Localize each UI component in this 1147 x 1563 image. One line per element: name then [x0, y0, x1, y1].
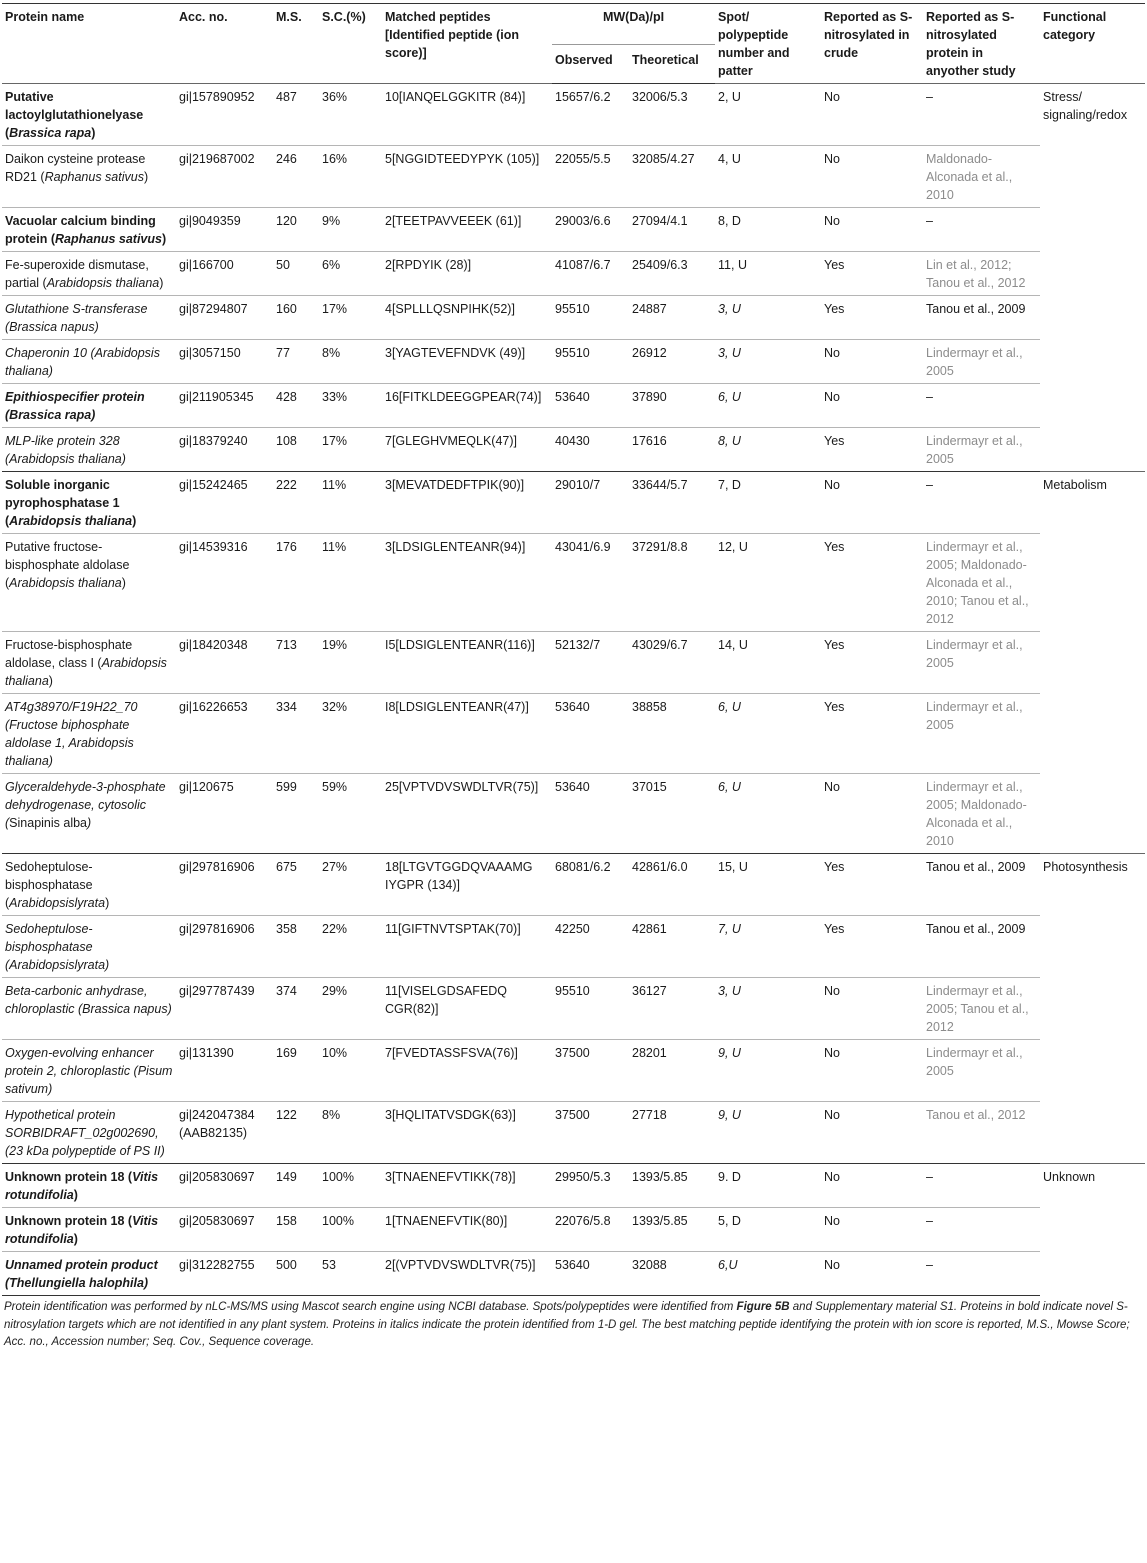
- theoretical-mw-cell: 32085/4.27: [629, 146, 715, 208]
- mowse-score-cell: 358: [273, 916, 319, 978]
- other-study-cell: –: [923, 384, 1040, 428]
- mowse-score-cell: 169: [273, 1040, 319, 1102]
- observed-mw-cell: 40430: [552, 428, 629, 472]
- protein-name: Epithiospecifier protein (Brassica rapa): [5, 390, 145, 422]
- other-study-cell: Lindermayr et al., 2005: [923, 1040, 1040, 1102]
- accession-cell: gi|14539316: [176, 534, 273, 632]
- theoretical-mw-cell: 17616: [629, 428, 715, 472]
- footnote-figure-ref: Figure 5B: [736, 1301, 790, 1313]
- crude-cell: No: [821, 472, 923, 534]
- theoretical-mw-cell: 1393/5.85: [629, 1164, 715, 1208]
- species-name: Arabidopsis thaliana: [9, 576, 122, 590]
- theoretical-mw-cell: 43029/6.7: [629, 632, 715, 694]
- protein-name-tail: ): [73, 1188, 78, 1202]
- footnote-text-1: Protein identification was performed by nLC-MS/MS using Mascot search engine using NCBI database. Spots/polypeptides were identified from: [4, 1301, 737, 1313]
- protein-name-cell: [2, 296, 176, 340]
- theoretical-mw-cell: 42861: [629, 916, 715, 978]
- protein-name: Fructose-bisphosphate aldolase, class I (: [5, 638, 133, 670]
- protein-table: [2, 3, 1145, 1296]
- protein-name-tail: ): [105, 896, 110, 910]
- theoretical-mw-cell: 37291/8.8: [629, 534, 715, 632]
- protein-name-cell: [2, 472, 176, 534]
- protein-name: Daikon cysteine protease RD21 (: [5, 152, 146, 184]
- accession-cell: gi|297816906: [176, 854, 273, 916]
- spot-cell: 12, U: [715, 534, 821, 632]
- mowse-score-cell: 487: [273, 84, 319, 146]
- accession-cell: gi|205830697: [176, 1164, 273, 1208]
- observed-mw-cell: 43041/6.9: [552, 534, 629, 632]
- other-study-cell: Lindermayr et al., 2005: [923, 340, 1040, 384]
- coverage-cell: 6%: [319, 252, 382, 296]
- observed-mw-cell: 53640: [552, 1252, 629, 1296]
- coverage-cell: 16%: [319, 146, 382, 208]
- observed-mw-cell: 42250: [552, 916, 629, 978]
- coverage-cell: 29%: [319, 978, 382, 1040]
- species-name: Vitis rotundifolia: [5, 1170, 159, 1202]
- other-study-cell: Tanou et al., 2009: [923, 296, 1040, 340]
- table-row: [2, 774, 1145, 854]
- header-theoretical: Theoretical: [629, 44, 715, 83]
- accession-cell: gi|15242465: [176, 472, 273, 534]
- header-mw-pi: MW(Da)/pI: [552, 4, 715, 45]
- header-functional-category: Functional category: [1040, 4, 1145, 84]
- table-row: [2, 1208, 1145, 1252]
- spot-cell: 7, U: [715, 916, 821, 978]
- mowse-score-cell: 77: [273, 340, 319, 384]
- other-study-cell: –: [923, 1164, 1040, 1208]
- protein-name: Oxygen-evolving enhancer protein 2, chloroplastic (Pisum sativum): [5, 1046, 173, 1096]
- observed-mw-cell: 68081/6.2: [552, 854, 629, 916]
- crude-cell: No: [821, 340, 923, 384]
- coverage-cell: 59%: [319, 774, 382, 854]
- species-name: Arabidopsis thaliana: [9, 514, 133, 528]
- accession-cell: gi|211905345: [176, 384, 273, 428]
- protein-name-cell: [2, 252, 176, 296]
- spot-cell: 8, U: [715, 428, 821, 472]
- protein-name: Vacuolar calcium binding protein (: [5, 214, 156, 246]
- coverage-cell: 32%: [319, 694, 382, 774]
- matched-peptides-cell: 3[TNAENEFVTIKK(78)]: [382, 1164, 552, 1208]
- crude-cell: No: [821, 1208, 923, 1252]
- crude-cell: Yes: [821, 694, 923, 774]
- protein-name-cell: [2, 1164, 176, 1208]
- protein-name-tail: ): [91, 126, 96, 140]
- other-study-cell: –: [923, 1252, 1040, 1296]
- other-study-cell: Tanou et al., 2009: [923, 854, 1040, 916]
- accession-cell: gi|120675: [176, 774, 273, 854]
- protein-name: Unnamed protein product (Thellungiella halophila): [5, 1258, 158, 1290]
- mowse-score-cell: 149: [273, 1164, 319, 1208]
- crude-cell: Yes: [821, 854, 923, 916]
- protein-name-cell: [2, 84, 176, 146]
- coverage-cell: 17%: [319, 428, 382, 472]
- mowse-score-cell: 334: [273, 694, 319, 774]
- protein-name: AT4g38970/F19H22_70 (Fructose biphosphate aldolase 1, Arabidopsis thaliana): [5, 700, 138, 768]
- protein-name-cell: [2, 146, 176, 208]
- other-study-cell: –: [923, 208, 1040, 252]
- protein-name-cell: [2, 978, 176, 1040]
- spot-cell: 9, U: [715, 1040, 821, 1102]
- protein-name: Unknown protein 18 (: [5, 1214, 133, 1228]
- theoretical-mw-cell: 32088: [629, 1252, 715, 1296]
- protein-name: MLP-like protein 328 (Arabidopsis thaliana): [5, 434, 126, 466]
- other-study-cell: Lindermayr et al., 2005; Maldonado-Alconada et al., 2010; Tanou et al., 2012: [923, 534, 1040, 632]
- mowse-score-cell: 222: [273, 472, 319, 534]
- observed-mw-cell: 53640: [552, 694, 629, 774]
- coverage-cell: 9%: [319, 208, 382, 252]
- species-name: Vitis rotundifolia: [5, 1214, 159, 1246]
- crude-cell: No: [821, 208, 923, 252]
- mowse-score-cell: 108: [273, 428, 319, 472]
- mowse-score-cell: 246: [273, 146, 319, 208]
- header-spot: Spot/ polypeptide number and patter: [715, 4, 821, 84]
- other-study-cell: Lindermayr et al., 2005: [923, 694, 1040, 774]
- other-study-cell: Lindermayr et al., 2005: [923, 632, 1040, 694]
- table-body: [2, 84, 1145, 1296]
- spot-cell: 5, D: [715, 1208, 821, 1252]
- coverage-cell: 100%: [319, 1208, 382, 1252]
- crude-cell: No: [821, 84, 923, 146]
- header-observed: Observed: [552, 44, 629, 83]
- spot-cell: 7, D: [715, 472, 821, 534]
- matched-peptides-cell: I5[LDSIGLENTEANR(116)]: [382, 632, 552, 694]
- species-name: Arabidopsis thaliana: [5, 656, 167, 688]
- crude-cell: No: [821, 978, 923, 1040]
- header-matched-peptides: Matched peptides [Identified peptide (ion score)]: [382, 4, 552, 84]
- crude-cell: Yes: [821, 916, 923, 978]
- theoretical-mw-cell: 27094/4.1: [629, 208, 715, 252]
- mowse-score-cell: 122: [273, 1102, 319, 1164]
- matched-peptides-cell: 16[FITKLDEEGGPEAR(74)]: [382, 384, 552, 428]
- other-study-cell: Lindermayr et al., 2005; Tanou et al., 2012: [923, 978, 1040, 1040]
- matched-peptides-cell: 25[VPTVDVSWDLTVR(75)]: [382, 774, 552, 854]
- spot-cell: 3, U: [715, 296, 821, 340]
- header-acc-no: Acc. no.: [176, 4, 273, 84]
- other-study-cell: Lindermayr et al., 2005; Maldonado-Alconada et al., 2010: [923, 774, 1040, 854]
- protein-name: Soluble inorganic pyrophosphatase 1 (: [5, 478, 120, 528]
- observed-mw-cell: 37500: [552, 1102, 629, 1164]
- spot-cell: 9, U: [715, 1102, 821, 1164]
- theoretical-mw-cell: 1393/5.85: [629, 1208, 715, 1252]
- protein-name-tail: ): [161, 232, 167, 246]
- accession-cell: gi|131390: [176, 1040, 273, 1102]
- theoretical-mw-cell: 28201: [629, 1040, 715, 1102]
- species-name: Raphanus sativus: [44, 170, 144, 184]
- table-row: [2, 1040, 1145, 1102]
- header-crude: Reported as S-nitrosylated in crude: [821, 4, 923, 84]
- spot-cell: 14, U: [715, 632, 821, 694]
- coverage-cell: 11%: [319, 472, 382, 534]
- species-name: Arabidopsis thaliana: [46, 276, 160, 290]
- observed-mw-cell: 95510: [552, 340, 629, 384]
- table-row: [2, 146, 1145, 208]
- protein-name: Glyceraldehyde-3-phosphate dehydrogenase, cytosolic (: [5, 780, 166, 830]
- coverage-cell: 53: [319, 1252, 382, 1296]
- accession-cell: gi|166700: [176, 252, 273, 296]
- matched-peptides-cell: 3[LDSIGLENTEANR(94)]: [382, 534, 552, 632]
- protein-name-tail: ): [143, 170, 149, 184]
- coverage-cell: 11%: [319, 534, 382, 632]
- spot-cell: 4, U: [715, 146, 821, 208]
- matched-peptides-cell: 3[MEVATDEDFTPIK(90)]: [382, 472, 552, 534]
- other-study-cell: –: [923, 84, 1040, 146]
- theoretical-mw-cell: 37015: [629, 774, 715, 854]
- table-row: [2, 1164, 1145, 1208]
- spot-cell: 8, D: [715, 208, 821, 252]
- crude-cell: No: [821, 1102, 923, 1164]
- spot-cell: 6,U: [715, 1252, 821, 1296]
- other-study-cell: Lin et al., 2012; Tanou et al., 2012: [923, 252, 1040, 296]
- theoretical-mw-cell: 36127: [629, 978, 715, 1040]
- theoretical-mw-cell: 32006/5.3: [629, 84, 715, 146]
- protein-name: Putative fructose-bisphosphate aldolase (: [5, 540, 130, 590]
- protein-name: Putative lactoylglutathionelyase (: [5, 90, 144, 140]
- accession-cell: gi|205830697: [176, 1208, 273, 1252]
- mowse-score-cell: 599: [273, 774, 319, 854]
- matched-peptides-cell: 7[FVEDTASSFSVA(76)]: [382, 1040, 552, 1102]
- protein-name: Beta-carbonic anhydrase, chloroplastic (Brassica napus): [5, 984, 172, 1016]
- accession-cell: gi|87294807: [176, 296, 273, 340]
- observed-mw-cell: 41087/6.7: [552, 252, 629, 296]
- theoretical-mw-cell: 25409/6.3: [629, 252, 715, 296]
- protein-name-cell: [2, 534, 176, 632]
- observed-mw-cell: 95510: [552, 296, 629, 340]
- table-row: [2, 978, 1145, 1040]
- observed-mw-cell: 52132/7: [552, 632, 629, 694]
- coverage-cell: 36%: [319, 84, 382, 146]
- accession-cell: gi|312282755: [176, 1252, 273, 1296]
- protein-name-cell: [2, 208, 176, 252]
- matched-peptides-cell: 18[LTGVTGGDQVAAAMG IYGPR (134)]: [382, 854, 552, 916]
- functional-category-cell: Stress/ signaling/redox: [1040, 84, 1145, 472]
- accession-cell: gi|18420348: [176, 632, 273, 694]
- table-row: [2, 340, 1145, 384]
- observed-mw-cell: 95510: [552, 978, 629, 1040]
- observed-mw-cell: 22076/5.8: [552, 1208, 629, 1252]
- accession-cell: gi|16226653: [176, 694, 273, 774]
- accession-cell: gi|157890952: [176, 84, 273, 146]
- theoretical-mw-cell: 27718: [629, 1102, 715, 1164]
- protein-name-tail: ): [87, 816, 92, 830]
- species-name: Raphanus sativus: [55, 232, 162, 246]
- species-name: Brassica rapa: [9, 126, 92, 140]
- accession-cell: gi|242047384 (AAB82135): [176, 1102, 273, 1164]
- crude-cell: No: [821, 384, 923, 428]
- accession-cell: gi|297787439: [176, 978, 273, 1040]
- observed-mw-cell: 29003/6.6: [552, 208, 629, 252]
- theoretical-mw-cell: 38858: [629, 694, 715, 774]
- species-name: Sinapinis alba: [9, 816, 88, 830]
- observed-mw-cell: 15657/6.2: [552, 84, 629, 146]
- coverage-cell: 8%: [319, 340, 382, 384]
- mowse-score-cell: 374: [273, 978, 319, 1040]
- protein-name-cell: [2, 1040, 176, 1102]
- spot-cell: 3, U: [715, 340, 821, 384]
- mowse-score-cell: 120: [273, 208, 319, 252]
- theoretical-mw-cell: 26912: [629, 340, 715, 384]
- other-study-cell: Maldonado-Alconada et al., 2010: [923, 146, 1040, 208]
- crude-cell: No: [821, 1164, 923, 1208]
- observed-mw-cell: 37500: [552, 1040, 629, 1102]
- table-row: [2, 1252, 1145, 1296]
- protein-name-cell: [2, 632, 176, 694]
- crude-cell: Yes: [821, 534, 923, 632]
- functional-category-cell: Unknown: [1040, 1164, 1145, 1296]
- mowse-score-cell: 176: [273, 534, 319, 632]
- observed-mw-cell: 53640: [552, 774, 629, 854]
- coverage-cell: 33%: [319, 384, 382, 428]
- table-row: [2, 1102, 1145, 1164]
- observed-mw-cell: 29950/5.3: [552, 1164, 629, 1208]
- mowse-score-cell: 713: [273, 632, 319, 694]
- mowse-score-cell: 500: [273, 1252, 319, 1296]
- footnote-text-2: and Supplementary material S1. Proteins in bold indicate novel S-nitrosylation targets which are not identified in any plant system. Proteins in italics indicate the protein identified from 1-D gel. The best matching peptide identifying the protein with ion score is reported, M.S., Mowse Score; Acc. no., Accession number; Seq. Cov., Sequence coverage.: [4, 1301, 1130, 1348]
- protein-name-tail: ): [121, 576, 126, 590]
- mowse-score-cell: 50: [273, 252, 319, 296]
- spot-cell: 15, U: [715, 854, 821, 916]
- table-row: [2, 384, 1145, 428]
- crude-cell: No: [821, 146, 923, 208]
- other-study-cell: –: [923, 1208, 1040, 1252]
- matched-peptides-cell: I8[LDSIGLENTEANR(47)]: [382, 694, 552, 774]
- spot-cell: 9. D: [715, 1164, 821, 1208]
- crude-cell: No: [821, 774, 923, 854]
- species-name: Arabidopsislyrata: [9, 896, 106, 910]
- coverage-cell: 27%: [319, 854, 382, 916]
- theoretical-mw-cell: 37890: [629, 384, 715, 428]
- protein-name-cell: [2, 774, 176, 854]
- matched-peptides-cell: 11[VISELGDSAFEDQ CGR(82)]: [382, 978, 552, 1040]
- protein-name-cell: [2, 854, 176, 916]
- protein-name-cell: [2, 1102, 176, 1164]
- functional-category-cell: Metabolism: [1040, 472, 1145, 854]
- protein-name: Chaperonin 10 (Arabidopsis thaliana): [5, 346, 160, 378]
- crude-cell: Yes: [821, 296, 923, 340]
- matched-peptides-cell: 10[IANQELGGKITR (84)]: [382, 84, 552, 146]
- spot-cell: 6, U: [715, 384, 821, 428]
- matched-peptides-cell: 2[(VPTVDVSWDLTVR(75)]: [382, 1252, 552, 1296]
- observed-mw-cell: 53640: [552, 384, 629, 428]
- protein-name-tail: ): [48, 674, 53, 688]
- protein-name: Hypothetical protein SORBIDRAFT_02g002690, (23 kDa polypeptide of PS II): [5, 1108, 165, 1158]
- matched-peptides-cell: 11[GIFTNVTSPTAK(70)]: [382, 916, 552, 978]
- mowse-score-cell: 158: [273, 1208, 319, 1252]
- crude-cell: Yes: [821, 632, 923, 694]
- protein-name-cell: [2, 340, 176, 384]
- protein-name-cell: [2, 694, 176, 774]
- table-row: [2, 534, 1145, 632]
- table-row: [2, 916, 1145, 978]
- protein-name: Fe-superoxide dismutase, partial (: [5, 258, 149, 290]
- coverage-cell: 17%: [319, 296, 382, 340]
- accession-cell: gi|297816906: [176, 916, 273, 978]
- table-row: [2, 472, 1145, 534]
- mowse-score-cell: 675: [273, 854, 319, 916]
- protein-name-cell: [2, 428, 176, 472]
- protein-name-tail: ): [132, 514, 137, 528]
- theoretical-mw-cell: 24887: [629, 296, 715, 340]
- protein-name: Unknown protein 18 (: [5, 1170, 133, 1184]
- other-study-cell: –: [923, 472, 1040, 534]
- table-row: [2, 208, 1145, 252]
- coverage-cell: 10%: [319, 1040, 382, 1102]
- matched-peptides-cell: 2[TEETPAVVEEEK (61)]: [382, 208, 552, 252]
- observed-mw-cell: 22055/5.5: [552, 146, 629, 208]
- table-footnote: [0, 1296, 1146, 1352]
- crude-cell: Yes: [821, 252, 923, 296]
- matched-peptides-cell: 5[NGGIDTEEDYPYK (105)]: [382, 146, 552, 208]
- accession-cell: gi|9049359: [176, 208, 273, 252]
- spot-cell: 11, U: [715, 252, 821, 296]
- table-row: [2, 296, 1145, 340]
- observed-mw-cell: 29010/7: [552, 472, 629, 534]
- table-row: [2, 252, 1145, 296]
- spot-cell: 6, U: [715, 774, 821, 854]
- header-other-study: Reported as S-nitrosylated protein in anyother study: [923, 4, 1040, 84]
- other-study-cell: Lindermayr et al., 2005: [923, 428, 1040, 472]
- header-ms: M.S.: [273, 4, 319, 84]
- protein-name-tail: ): [159, 276, 164, 290]
- other-study-cell: Tanou et al., 2009: [923, 916, 1040, 978]
- mowse-score-cell: 160: [273, 296, 319, 340]
- header-sc: S.C.(%): [319, 4, 382, 84]
- spot-cell: 3, U: [715, 978, 821, 1040]
- protein-name-tail: ): [73, 1232, 78, 1246]
- accession-cell: gi|18379240: [176, 428, 273, 472]
- protein-name: Glutathione S-transferase (Brassica napus): [5, 302, 148, 334]
- protein-name: Sedoheptulose-bisphosphatase (: [5, 860, 93, 910]
- matched-peptides-cell: 2[RPDYIK (28)]: [382, 252, 552, 296]
- matched-peptides-cell: 4[SPLLLQSNPIHK(52)]: [382, 296, 552, 340]
- protein-name-cell: [2, 1252, 176, 1296]
- table-row: [2, 84, 1145, 146]
- crude-cell: No: [821, 1040, 923, 1102]
- theoretical-mw-cell: 42861/6.0: [629, 854, 715, 916]
- accession-cell: gi|219687002: [176, 146, 273, 208]
- table-row: [2, 632, 1145, 694]
- functional-category-cell: Photosynthesis: [1040, 854, 1145, 1164]
- spot-cell: 6, U: [715, 694, 821, 774]
- accession-cell: gi|3057150: [176, 340, 273, 384]
- table-row: [2, 428, 1145, 472]
- table-row: [2, 854, 1145, 916]
- mowse-score-cell: 428: [273, 384, 319, 428]
- coverage-cell: 100%: [319, 1164, 382, 1208]
- coverage-cell: 8%: [319, 1102, 382, 1164]
- other-study-cell: Tanou et al., 2012: [923, 1102, 1040, 1164]
- matched-peptides-cell: 3[YAGTEVEFNDVK (49)]: [382, 340, 552, 384]
- table-row: [2, 694, 1145, 774]
- protein-name-cell: [2, 1208, 176, 1252]
- spot-cell: 2, U: [715, 84, 821, 146]
- protein-name-cell: [2, 384, 176, 428]
- matched-peptides-cell: 1[TNAENEFVTIK(80)]: [382, 1208, 552, 1252]
- coverage-cell: 22%: [319, 916, 382, 978]
- protein-name-cell: [2, 916, 176, 978]
- theoretical-mw-cell: 33644/5.7: [629, 472, 715, 534]
- matched-peptides-cell: 3[HQLITATVSDGK(63)]: [382, 1102, 552, 1164]
- header-protein-name: Protein name: [2, 4, 176, 84]
- matched-peptides-cell: 7[GLEGHVMEQLK(47)]: [382, 428, 552, 472]
- protein-name: Sedoheptulose-bisphosphatase (Arabidopsislyrata): [5, 922, 110, 972]
- crude-cell: Yes: [821, 428, 923, 472]
- crude-cell: No: [821, 1252, 923, 1296]
- coverage-cell: 19%: [319, 632, 382, 694]
